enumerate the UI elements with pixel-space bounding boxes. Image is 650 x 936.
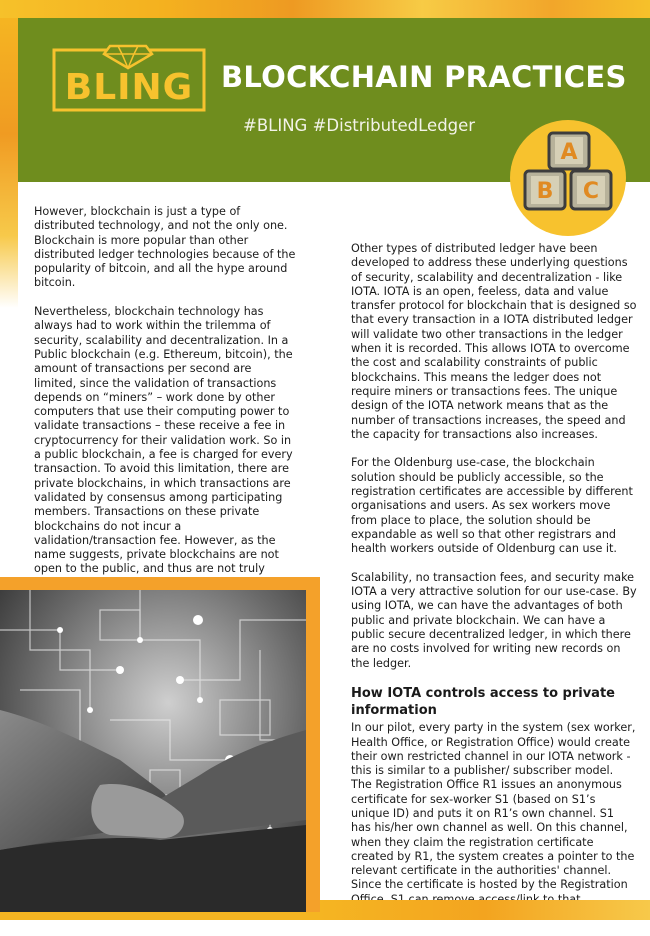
left-paragraph-2: Nevertheless, blockchain technology has always had to work within the trilemma of security, scalability and decentralization. In a Public blockchain (e.g. Ethereum, bitcoin), the amount of transactions per second are limited, since the validation of transactions depends on “miners” – work done by other computers that use their computing power to validate transactions – these receive a fee in cryptocurrency for their validation work. So in a public blockchain, a fee is charged for every transaction. To avoid this limitation, there are private blockchains, in which transactions are validated by consensus among participating members. Transactions on these private blockchains do not incur a validation/transaction fee. However, as the name suggests, private blockchains are not open to the public, and thus are not truly <box>34 305 293 576</box>
bling-logo <box>52 44 206 112</box>
block-letter-a: A <box>560 140 578 165</box>
top-decorative-strip <box>0 0 650 18</box>
left-decorative-strip <box>0 18 18 308</box>
page-title: BLOCKCHAIN PRACTICES <box>221 60 627 94</box>
right-column <box>351 242 637 936</box>
left-column <box>34 205 296 605</box>
abc-blocks-icon <box>509 119 627 237</box>
right-paragraph-3: Scalability, no transaction fees, and security make IOTA a very attractive solution for our use-case. By using IOTA, we can have the advantages of both public and private blockchain. We can have a public secure decentralized ledger, in which there are no costs involved for writing new records on the ledger. <box>351 570 637 670</box>
handshake-circuit-photo <box>0 590 306 912</box>
block-letter-b: B <box>536 179 554 204</box>
block-letter-c: C <box>582 179 600 204</box>
right-paragraph-4: In our pilot, every party in the system (sex worker, Health Office, or Registration Office) would create their own restricted channel in our IOTA network - this is similar to a publisher/ subscriber model. The Registration Office R1 issues an anonymous certificate for sex-worker S1 (based on S1’s unique ID) and puts it on R1’s own channel. S1 has his/her own channel as well. On this channel, when they claim the registration certificate created by R1, the system creates a pointer to the relevant certificate in the authorities' channel. Since the certificate is hosted by the Registration <box>351 721 636 892</box>
logo-text: BLING <box>64 67 194 108</box>
right-paragraph-1: Other types of distributed ledger have been developed to address these underlying questions of security, scalability and decentralization - like IOTA. IOTA is an open, feeless, data and value transfer protocol for blockchain that is designed so that every transaction in a IOTA distributed ledger will validate two other transactions in the ledger when it is recorded. This allows IOTA to overcome the cost and scalability constraints of public blockchains. This means the ledger does not require miners or transactions fees. The unique design of the IOTA network means that as the number of transactions increases, the speed and the capacity for transactions also increases. <box>351 242 637 441</box>
left-paragraph-1: However, blockchain is just a type of distributed technology, and not the only one. Blockchain is more popular than other distributed ledger technologies because of the popularity of bitcoin, and all the hype around bitcoin. <box>34 205 296 290</box>
bottom-decorative-strip <box>320 900 650 920</box>
bottom-left-strip <box>0 912 320 920</box>
hashtags: #BLING #DistributedLedger <box>243 116 476 135</box>
section-heading-iota-access: How IOTA controls access to private information <box>351 686 615 719</box>
right-paragraph-2: For the Oldenburg use-case, the blockchain solution should be publicly accessible, so the registration certificates are accessible by different organisations and users. As sex workers move from place to place, the solution should be expandable as well so that other registrars and health workers outside of Oldenburg can use it. <box>351 456 633 556</box>
